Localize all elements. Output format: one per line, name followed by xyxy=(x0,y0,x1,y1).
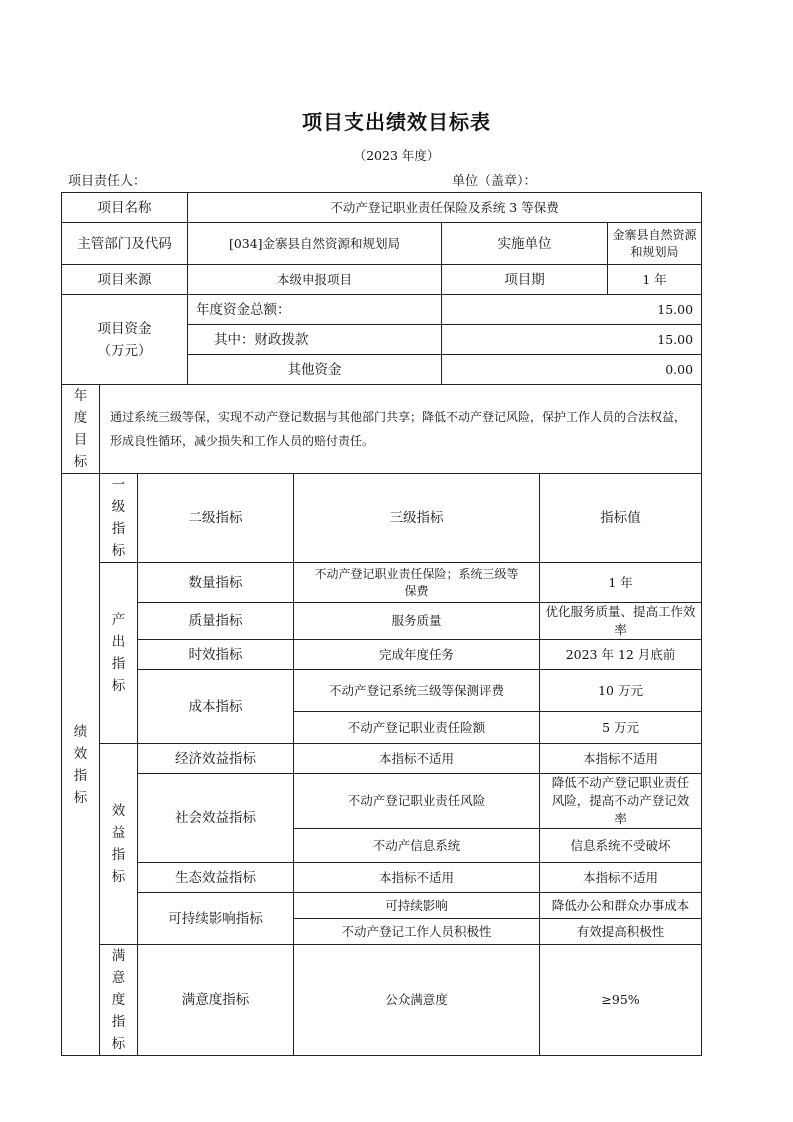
project-name-value: 不动产登记职业责任保险及系统 3 等保费 xyxy=(188,193,702,223)
social-benefit-value-1: 降低不动产登记职业责任风险，提高不动产登记效率 xyxy=(540,774,702,829)
satisfaction-indicators-label: 满意度指标 xyxy=(100,945,138,1056)
satisfaction-value: ≥95% xyxy=(540,945,702,1056)
cost-value-1: 10 万元 xyxy=(540,670,702,712)
performance-indicators-label: 绩效指标 xyxy=(62,474,100,1056)
level3-header: 三级指标 xyxy=(294,474,540,563)
implementing-unit-label: 实施单位 xyxy=(442,223,608,265)
project-source-value: 本级申报项目 xyxy=(188,265,442,295)
year-label: （2023 年度） xyxy=(353,148,440,163)
annual-goal-text: 通过系统三级等保，实现不动产登记数据与其他部门共享；降低不动产登记风险，保护工作人员的合法权益，形成良性循环，减少损失和工作人员的赔付责任。 xyxy=(100,385,702,474)
timeliness-value: 2023 年 12 月底前 xyxy=(540,640,702,670)
social-benefit-value-2: 信息系统不受破坏 xyxy=(540,829,702,863)
sustainable-impact-l3-1: 可持续影响 xyxy=(294,893,540,919)
level2-header: 二级指标 xyxy=(138,474,294,563)
annual-total-label: 年度资金总额： xyxy=(188,295,442,325)
project-period-value: 1 年 xyxy=(608,265,702,295)
implementing-unit-value: 金寨县自然资源和规划局 xyxy=(608,223,702,265)
quantity-indicator-label: 数量指标 xyxy=(138,563,294,603)
cost-l3-1: 不动产登记系统三级等保测评费 xyxy=(294,670,540,712)
quantity-l3: 不动产登记职业责任保险；系统三级等保费 xyxy=(294,563,540,603)
ecological-benefit-label: 生态效益指标 xyxy=(138,863,294,893)
economic-benefit-value: 本指标不适用 xyxy=(540,744,702,774)
responsible-label: 项目责任人： xyxy=(68,174,147,189)
page-title: 项目支出绩效目标表 xyxy=(302,110,491,134)
fiscal-allocation-label: 其中：财政拨款 xyxy=(188,325,442,355)
economic-benefit-label: 经济效益指标 xyxy=(138,744,294,774)
quality-l3: 服务质量 xyxy=(294,603,540,640)
satisfaction-l3: 公众满意度 xyxy=(294,945,540,1056)
cost-value-2: 5 万元 xyxy=(540,712,702,744)
indicator-value-header: 指标值 xyxy=(540,474,702,563)
social-benefit-l3-1: 不动产登记职业责任风险 xyxy=(294,774,540,829)
sustainable-impact-value-1: 降低办公和群众办事成本 xyxy=(540,893,702,919)
department-label: 主管部门及代码 xyxy=(62,223,188,265)
department-value: [034]金寨县自然资源和规划局 xyxy=(188,223,442,265)
cost-l3-2: 不动产登记职业责任险额 xyxy=(294,712,540,744)
project-period-label: 项目期 xyxy=(442,265,608,295)
unit-seal-label: 单位（盖章）： xyxy=(452,174,537,189)
cost-indicator-label: 成本指标 xyxy=(138,670,294,744)
ecological-benefit-l3: 本指标不适用 xyxy=(294,863,540,893)
satisfaction-l2: 满意度指标 xyxy=(138,945,294,1056)
other-funds-value: 0.00 xyxy=(442,355,702,385)
timeliness-indicator-label: 时效指标 xyxy=(138,640,294,670)
other-funds-label: 其他资金 xyxy=(188,355,442,385)
timeliness-l3: 完成年度任务 xyxy=(294,640,540,670)
quality-indicator-label: 质量指标 xyxy=(138,603,294,640)
ecological-benefit-value: 本指标不适用 xyxy=(540,863,702,893)
economic-benefit-l3: 本指标不适用 xyxy=(294,744,540,774)
sustainable-impact-l3-2: 不动产登记工作人员积极性 xyxy=(294,919,540,945)
sustainable-impact-label: 可持续影响指标 xyxy=(138,893,294,945)
output-indicators-label: 产出指标 xyxy=(100,563,138,744)
level1-header: 一级指标 xyxy=(100,474,138,563)
social-benefit-label: 社会效益指标 xyxy=(138,774,294,863)
project-funds-label: 项目资金（万元） xyxy=(62,295,188,385)
quantity-value: 1 年 xyxy=(540,563,702,603)
quality-value: 优化服务质量、提高工作效率 xyxy=(540,603,702,640)
project-name-label: 项目名称 xyxy=(62,193,188,223)
project-source-label: 项目来源 xyxy=(62,265,188,295)
annual-total-value: 15.00 xyxy=(442,295,702,325)
performance-table xyxy=(61,192,702,1056)
benefit-indicators-label: 效益指标 xyxy=(100,744,138,945)
fiscal-allocation-value: 15.00 xyxy=(442,325,702,355)
sustainable-impact-value-2: 有效提高积极性 xyxy=(540,919,702,945)
annual-goal-label: 年度目标 xyxy=(62,385,100,474)
social-benefit-l3-2: 不动产信息系统 xyxy=(294,829,540,863)
